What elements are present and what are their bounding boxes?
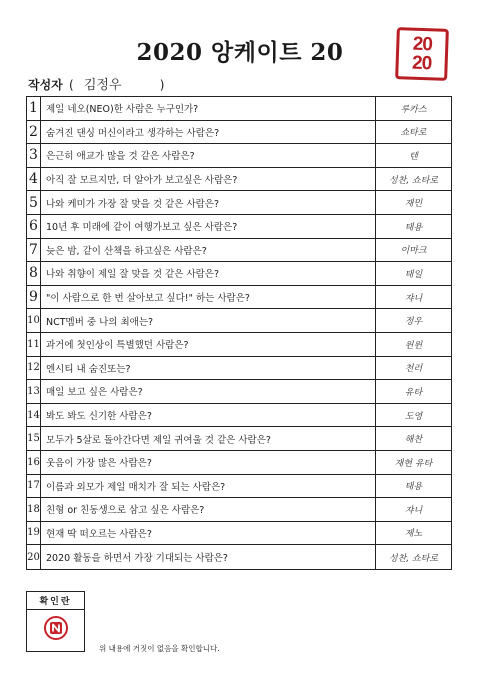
question-row xyxy=(27,404,451,428)
question-row xyxy=(27,262,451,286)
question-text: 매일 보고 싶은 사람은? xyxy=(41,380,376,403)
question-row xyxy=(27,522,451,546)
question-number: 18 xyxy=(27,498,41,521)
answer-field: 유타 xyxy=(404,387,423,398)
answer-field: 성찬, 쇼타로 xyxy=(388,553,439,564)
question-number: 15 xyxy=(27,427,41,450)
question-text: 모두가 5살로 돌아간다면 제일 귀여울 것 같은 사람은? xyxy=(41,427,376,450)
question-number: 9 xyxy=(27,286,41,309)
author-field xyxy=(28,74,164,93)
confirm-box xyxy=(26,591,85,652)
author-name: 김정우 xyxy=(83,78,122,93)
year-stamp xyxy=(395,27,449,81)
question-row xyxy=(27,97,451,121)
question-number: 17 xyxy=(27,475,41,498)
question-number: 20 xyxy=(27,545,41,569)
question-row xyxy=(27,286,451,310)
answer-field: 태일 xyxy=(404,269,423,280)
question-text: 숨겨진 댄싱 머신이라고 생각하는 사람은? xyxy=(41,121,376,144)
confirmation-note: 위 내용에 거짓이 없음을 확인합니다. xyxy=(99,644,220,653)
question-number: 12 xyxy=(27,357,41,380)
question-row xyxy=(27,121,451,145)
answer-field: 성찬, 쇼타로 xyxy=(388,175,439,186)
answer-field: 쟈니 xyxy=(404,505,423,516)
question-row xyxy=(27,333,451,357)
question-number: 1 xyxy=(27,97,41,120)
answer-field: 텐 xyxy=(409,151,418,162)
n-stamp-icon xyxy=(44,616,68,640)
question-row xyxy=(27,498,451,522)
author-close-paren: ) xyxy=(159,78,165,92)
question-row xyxy=(27,309,451,333)
question-row xyxy=(27,239,451,263)
answer-field: 정우 xyxy=(404,317,423,328)
question-text: 은근히 애교가 많을 것 같은 사람은? xyxy=(41,144,376,167)
answer-field: 쇼타로 xyxy=(400,128,427,139)
question-row xyxy=(27,357,451,381)
stamp-line-2: 20 xyxy=(411,52,432,75)
question-row xyxy=(27,475,451,499)
question-text: 늦은 밤, 같이 산책을 하고싶은 사람은? xyxy=(41,239,376,262)
question-row xyxy=(27,451,451,475)
question-number: 2 xyxy=(27,121,41,144)
question-number: 7 xyxy=(27,239,41,262)
answer-field: 태용 xyxy=(404,222,423,233)
page-title: 2020 앙케이트 20 xyxy=(136,39,344,66)
question-number: 16 xyxy=(27,451,41,474)
answer-field: 윈윈 xyxy=(404,340,423,351)
question-text: 10년 후 미래에 같이 여행가보고 싶은 사람은? xyxy=(41,215,376,238)
question-text: 아직 잘 모르지만, 더 알아가 보고싶은 사람은? xyxy=(41,168,376,191)
question-text: 엔시티 내 숨진또는? xyxy=(41,357,376,380)
question-number: 11 xyxy=(27,333,41,356)
question-number: 3 xyxy=(27,144,41,167)
answer-field: 재민 xyxy=(404,199,423,210)
question-text: 나와 케미가 가장 잘 맞을 것 같은 사람은? xyxy=(41,191,376,214)
question-text: 2020 활동을 하면서 가장 기대되는 사람은? xyxy=(41,545,376,569)
answer-field: 제노 xyxy=(404,529,423,540)
answer-field: 해찬 xyxy=(404,435,423,446)
question-number: 4 xyxy=(27,168,41,191)
question-number: 5 xyxy=(27,191,41,214)
question-text: 현재 딱 떠오르는 사람은? xyxy=(41,522,376,545)
question-text: 친형 or 친동생으로 삼고 싶은 사람은? xyxy=(41,498,376,521)
answer-field: 재현 유타 xyxy=(394,458,433,469)
answer-field: 천러 xyxy=(404,364,423,375)
question-text: NCT멤버 중 나의 최애는? xyxy=(41,309,376,332)
stamp-line-1: 20 xyxy=(412,33,433,56)
author-open-paren: ( xyxy=(68,78,74,92)
answer-field: 쟈니 xyxy=(404,293,423,304)
question-number: 10 xyxy=(27,309,41,332)
question-row xyxy=(27,427,451,451)
question-row xyxy=(27,144,451,168)
question-text: 봐도 봐도 신기한 사람은? xyxy=(41,404,376,427)
question-number: 8 xyxy=(27,262,41,285)
question-text: "이 사람으로 한 번 살아보고 싶다!" 하는 사람은? xyxy=(41,286,376,309)
author-label: 작성자 xyxy=(28,78,63,92)
question-row xyxy=(27,168,451,192)
question-text: 과거에 첫인상이 특별했던 사람은? xyxy=(41,333,376,356)
question-text: 이름과 외모가 제일 매치가 잘 되는 사람은? xyxy=(41,475,376,498)
question-number: 19 xyxy=(27,522,41,545)
question-row xyxy=(27,380,451,404)
question-number: 13 xyxy=(27,380,41,403)
answer-field: 이마크 xyxy=(400,246,427,257)
n-stamp-glyph xyxy=(49,621,63,635)
question-text: 제일 네오(NEO)한 사람은 누구인가? xyxy=(41,97,376,120)
question-text: 나와 취향이 제일 잘 맞을 것 같은 사람은? xyxy=(41,262,376,285)
confirm-label: 확인란 xyxy=(27,592,84,610)
answer-field: 태용 xyxy=(404,482,423,493)
question-row xyxy=(27,215,451,239)
question-row xyxy=(27,545,451,569)
question-row xyxy=(27,191,451,215)
answer-field: 루카스 xyxy=(400,104,427,115)
answer-field: 도영 xyxy=(404,411,423,422)
question-number: 6 xyxy=(27,215,41,238)
question-text: 웃음이 가장 많은 사람은? xyxy=(41,451,376,474)
question-number: 14 xyxy=(27,404,41,427)
question-table xyxy=(26,96,452,570)
